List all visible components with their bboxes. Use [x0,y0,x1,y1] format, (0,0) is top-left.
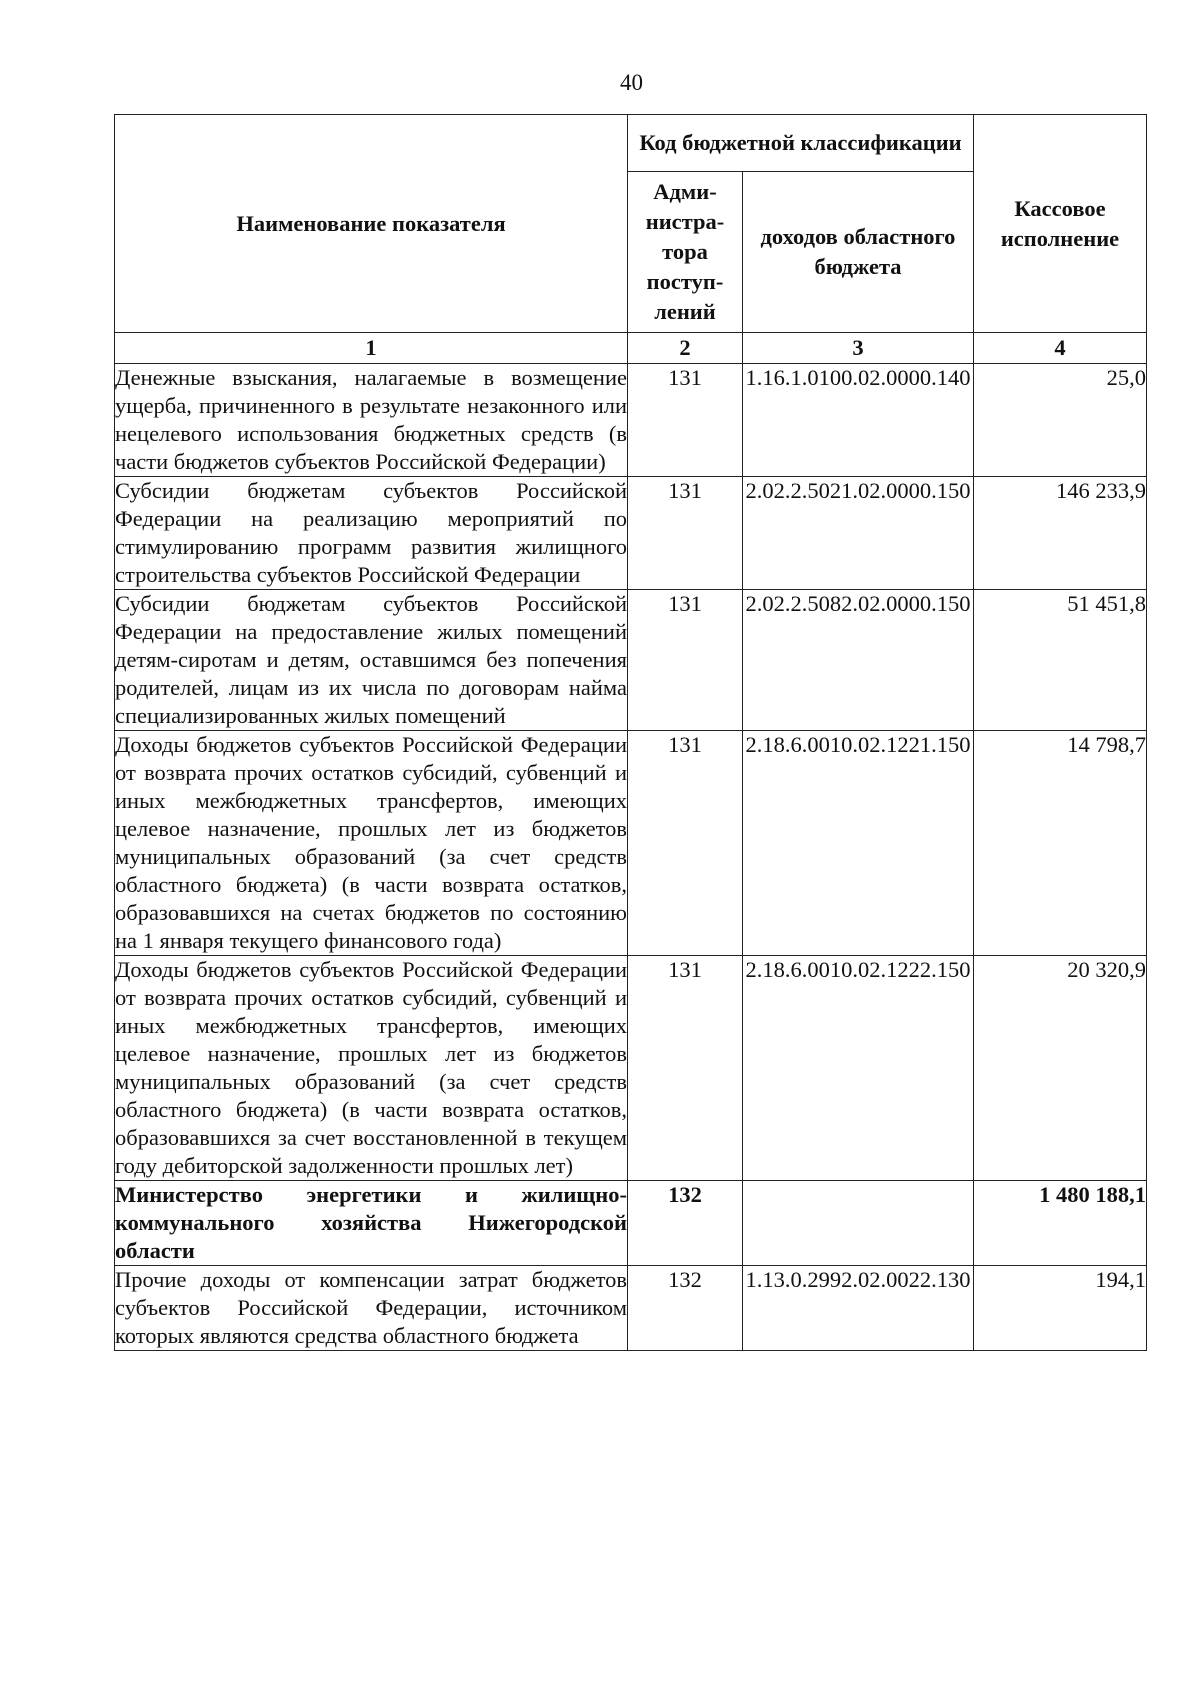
table-row [115,731,1147,956]
header-code-group: Код бюджетной классификации [628,115,974,172]
row-income-code: 2.18.6.0010.02.1222.150 [743,956,974,1181]
table-row [115,590,1147,731]
row-income-code: 2.02.2.5021.02.0000.150 [743,477,974,590]
row-indicator-name: Денежные взыскания, налагаемые в возмещение ущерба, причиненного в результате незаконного или нецелевого использования бюджетных средств (в части бюджетов субъектов Российской Федерации) [115,364,628,477]
row-indicator-name: Субсидии бюджетам субъектов Российской Федерации на реализацию мероприятий по стимулированию программ развития жилищного строительства субъектов Российской Федерации [115,477,628,590]
column-number-4: 4 [974,333,1147,364]
row-admin-code: 132 [628,1181,743,1266]
row-indicator-name: Субсидии бюджетам субъектов Российской Федерации на предоставление жилых помещений детям-сиротам и детям, оставшимся без попечения родителей, лицам из их числа по договорам найма специализированных жилых помещений [115,590,628,731]
column-number-1: 1 [115,333,628,364]
header-income: доходов областного бюджета [743,172,974,333]
column-number-3: 3 [743,333,974,364]
budget-table [114,114,1147,1351]
row-admin-code: 131 [628,956,743,1181]
row-indicator-name: Министерство энергетики и жилищно-коммунального хозяйства Нижегородской области [115,1181,628,1266]
row-admin-code: 131 [628,731,743,956]
row-amount: 20 320,9 [974,956,1147,1181]
page-number: 40 [620,70,643,95]
table-row [115,1181,1147,1266]
row-amount: 146 233,9 [974,477,1147,590]
row-indicator-name: Доходы бюджетов субъектов Российской Федерации от возврата прочих остатков субсидий, субвенций и иных межбюджетных трансфертов, имеющих целевое назначение, прошлых лет из бюджетов муниципальных образований (за счет средств областного бюджета) (в части возврата остатков, образовавшихся на счетах бюджетов по состоянию на 1 января текущего финансового года) [115,731,628,956]
table-body [115,364,1147,1351]
row-admin-code: 132 [628,1266,743,1351]
row-indicator-name: Прочие доходы от компенсации затрат бюджетов субъектов Российской Федерации, источником которых являются средства областного бюджета [115,1266,628,1351]
row-amount: 51 451,8 [974,590,1147,731]
column-number-2: 2 [628,333,743,364]
row-admin-code: 131 [628,590,743,731]
header-execution: Кассовое исполнение [974,115,1147,333]
row-amount: 25,0 [974,364,1147,477]
row-amount: 1 480 188,1 [974,1181,1147,1266]
row-income-code: 2.02.2.5082.02.0000.150 [743,590,974,731]
row-amount: 14 798,7 [974,731,1147,956]
row-income-code: 1.16.1.0100.02.0000.140 [743,364,974,477]
row-income-code [743,1181,974,1266]
row-income-code: 1.13.0.2992.02.0022.130 [743,1266,974,1351]
header-name: Наименование показателя [115,115,628,333]
row-admin-code: 131 [628,477,743,590]
row-amount: 194,1 [974,1266,1147,1351]
table-row [115,956,1147,1181]
row-admin-code: 131 [628,364,743,477]
table-row [115,1266,1147,1351]
table-row [115,477,1147,590]
row-indicator-name: Доходы бюджетов субъектов Российской Федерации от возврата прочих остатков субсидий, субвенций и иных межбюджетных трансфертов, имеющих целевое назначение, прошлых лет из бюджетов муниципальных образований (за счет средств областного бюджета) (в части возврата остатков, образовавшихся за счет восстановленной в текущем году дебиторской задолженности прошлых лет) [115,956,628,1181]
header-admin: Адми-нистра-тора поступ-лений [628,172,743,333]
table-row [115,364,1147,477]
row-income-code: 2.18.6.0010.02.1221.150 [743,731,974,956]
